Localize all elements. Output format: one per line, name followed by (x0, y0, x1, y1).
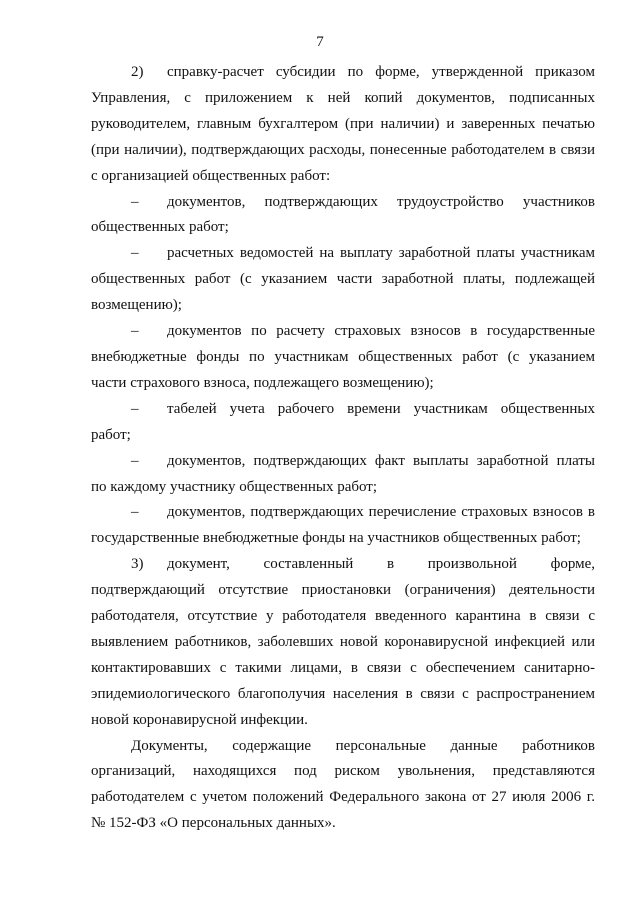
dash-item-line: документов, подтверждающих перечисление страховых взносов в (167, 504, 595, 521)
item-2-line: (при наличии), подтверждающих расходы, понесенные работодателем в связи (91, 141, 595, 158)
dash-item-line: возмещению); (91, 297, 182, 314)
item-3-paragraph (91, 552, 595, 733)
final-paragraph-line: № 152-ФЗ «О персональных данных». (91, 815, 336, 832)
dash-item-line: государственные внебюджетные фонды на участников общественных работ; (91, 530, 581, 547)
dash-item (91, 397, 595, 449)
item-3-line: новой коронавирусной инфекции. (91, 711, 308, 728)
dash-item (91, 190, 595, 242)
page-number: 7 (316, 34, 324, 50)
document-body (91, 60, 595, 837)
dash-item (91, 449, 595, 501)
dash-item (91, 319, 595, 397)
item-2-marker: 2) (131, 64, 144, 80)
dash-item-line: общественных работ; (91, 219, 229, 236)
dash-marker: – (131, 400, 139, 417)
dash-marker: – (131, 245, 139, 262)
final-paragraph-line: работодателем с учетом положений Федерального закона от 27 июля 2006 г. (91, 789, 595, 806)
dash-item-line: документов, подтверждающих трудоустройство участников (167, 193, 595, 210)
dash-item (91, 241, 595, 319)
final-paragraph-line: Документы, содержащие персональные данные работников (131, 737, 595, 754)
item-2-line: руководителем, главным бухгалтером (при наличии) и заверенных печатью (91, 115, 595, 132)
dash-item-line: работ; (91, 426, 131, 443)
item-3-line: эпидемиологического благополучия населения в связи с распространением (91, 685, 595, 702)
item-3-marker: 3) (131, 556, 144, 573)
dash-item-line: расчетных ведомостей на выплату заработной платы участникам (167, 245, 595, 262)
dash-item-line: документов, подтверждающих факт выплаты заработной платы (167, 452, 595, 469)
item-3-line: выявлением работников, заболевших новой коронавирусной инфекцией или (91, 633, 595, 650)
item-2-line: справку-расчет субсидии по форме, утвержденной приказом (167, 64, 595, 80)
dash-marker: – (131, 452, 139, 469)
dash-item-line: внебюджетные фонды по участникам общественных работ (с указанием (91, 348, 595, 365)
dash-item-line: табелей учета рабочего времени участникам общественных (167, 400, 595, 417)
dash-item-line: части страхового взноса, подлежащего возмещению); (91, 374, 434, 391)
dash-item-line: общественных работ (с указанием части заработной платы, подлежащей (91, 271, 595, 288)
final-paragraph-line: организаций, находящихся под риском увольнения, представляются (91, 763, 595, 780)
item-2-line: Управления, с приложением к ней копий документов, подписанных (91, 89, 595, 106)
item-3-line: контактировавших с такими лицами, в связи с обеспечением санитарно- (91, 659, 595, 676)
dash-marker: – (131, 504, 139, 521)
item-2-first-line (91, 60, 595, 86)
dash-item-line: документов по расчету страховых взносов в государственные (167, 323, 595, 340)
final-paragraph (91, 734, 595, 838)
dash-marker: – (131, 323, 139, 340)
item-3-line: работодателя, отсутствие у работодателя введенного карантина в связи с (91, 608, 595, 625)
dash-marker: – (131, 193, 139, 210)
item-2-line: с организацией общественных работ: (91, 167, 331, 184)
item-2-paragraph (91, 60, 595, 190)
item-3-line: документ, составленный в произвольной форме, (167, 556, 595, 573)
dash-item (91, 500, 595, 552)
dash-item-line: по каждому участнику общественных работ; (91, 478, 378, 495)
item-3-line: подтверждающий отсутствие приостановки (ограничения) деятельности (91, 582, 595, 599)
